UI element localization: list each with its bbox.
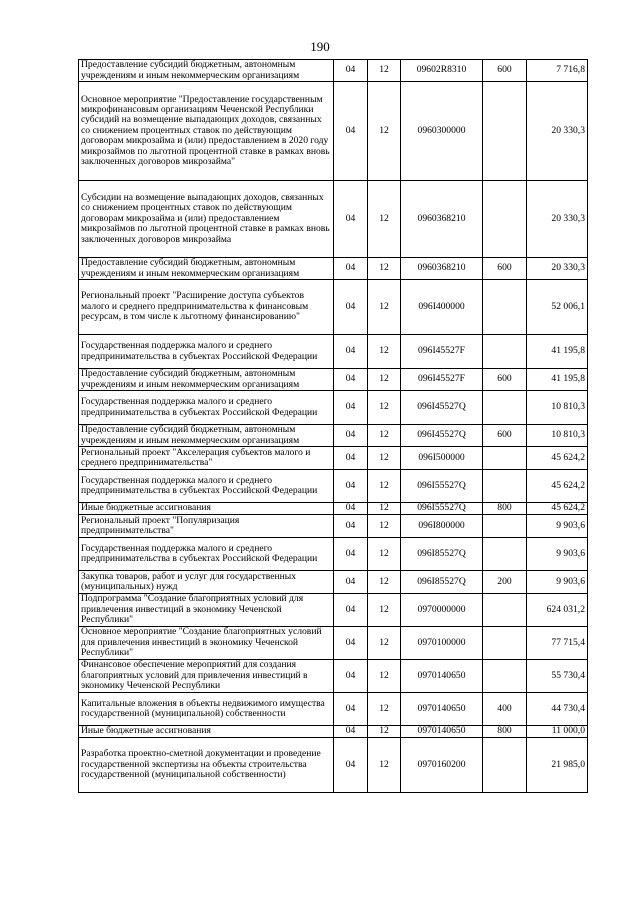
row-section: 04 [334, 726, 368, 738]
row-subsection: 12 [368, 693, 401, 726]
row-expense-type: 400 [483, 693, 527, 726]
row-amount: 41 195,8 [527, 369, 588, 391]
row-section: 04 [334, 82, 368, 181]
budget-table [78, 59, 588, 793]
row-section: 04 [334, 738, 368, 793]
row-target-article: 0970140650 [401, 660, 483, 693]
row-target-article: 09602R8310 [401, 60, 483, 82]
row-amount: 10 810,3 [527, 391, 588, 425]
row-target-article: 0970160200 [401, 738, 483, 793]
table-row [79, 660, 588, 693]
table-row [79, 369, 588, 391]
table-row [79, 515, 588, 538]
row-name: Иные бюджетные ассигнования [79, 726, 334, 738]
row-section: 04 [334, 571, 368, 594]
row-target-article: 096I55527Q [401, 503, 483, 515]
row-section: 04 [334, 425, 368, 447]
row-expense-type: 800 [483, 726, 527, 738]
row-target-article: 0960368210 [401, 181, 483, 258]
row-name: Региональный проект "Акселерация субъектов малого и среднего предпринимательства" [79, 447, 334, 470]
row-subsection: 12 [368, 258, 401, 280]
row-name: Субсидии на возмещение выпадающих доходов, связанных со снижением процентных ставок по действующим договорам микрозайма и (или) предоставлением микрозаймов по льготной процентной ставке в рамках вновь заключенных договоров микрозайма [79, 181, 334, 258]
row-expense-type [483, 447, 527, 470]
table-row [79, 258, 588, 280]
row-amount: 20 330,3 [527, 258, 588, 280]
row-subsection: 12 [368, 425, 401, 447]
table-row [79, 726, 588, 738]
row-expense-type: 800 [483, 503, 527, 515]
row-section: 04 [334, 594, 368, 627]
row-name: Государственная поддержка малого и среднего предпринимательства в субъектах Российской Федерации [79, 391, 334, 425]
row-subsection: 12 [368, 369, 401, 391]
row-amount: 20 330,3 [527, 82, 588, 181]
row-target-article: 0960300000 [401, 82, 483, 181]
row-target-article: 096I800000 [401, 515, 483, 538]
row-name: Государственная поддержка малого и среднего предпринимательства в субъектах Российской Федерации [79, 538, 334, 571]
row-name: Основное мероприятие "Предоставление государственным микрофинансовым организациям Чеченской Республики субсидий на возмещение выпадающих доходов, связанных со снижением процентных ставок по действующим договорам микрозайма и (или) предоставлением в 2020 году микрозаймов по льготной процентной ставке в рамках вновь заключенных договоров микрозайма" [79, 82, 334, 181]
row-section: 04 [334, 660, 368, 693]
row-subsection: 12 [368, 594, 401, 627]
row-subsection: 12 [368, 726, 401, 738]
row-section: 04 [334, 60, 368, 82]
row-target-article: 096I85527Q [401, 571, 483, 594]
row-name: Разработка проектно-сметной документации и проведение государственной экспертизы на объекты строительства государственной (муниципальной собственности) [79, 738, 334, 793]
row-subsection: 12 [368, 571, 401, 594]
row-section: 04 [334, 693, 368, 726]
table-row [79, 425, 588, 447]
row-amount: 55 730,4 [527, 660, 588, 693]
row-expense-type [483, 627, 527, 660]
row-amount: 52 006,1 [527, 280, 588, 335]
row-section: 04 [334, 515, 368, 538]
row-name: Основное мероприятие "Создание благоприятных условий для привлечения инвестиций в экономику Чеченской Республики" [79, 627, 334, 660]
row-target-article: 0970140650 [401, 693, 483, 726]
row-subsection: 12 [368, 660, 401, 693]
row-name: Капитальные вложения в объекты недвижимого имущества государственной (муниципальной) собственности [79, 693, 334, 726]
row-subsection: 12 [368, 515, 401, 538]
row-section: 04 [334, 335, 368, 369]
row-expense-type [483, 738, 527, 793]
table-row [79, 181, 588, 258]
row-target-article: 096I500000 [401, 447, 483, 470]
row-target-article: 096I45527Q [401, 425, 483, 447]
row-target-article: 096I85527Q [401, 538, 483, 571]
row-expense-type [483, 391, 527, 425]
row-expense-type [483, 594, 527, 627]
table-row [79, 280, 588, 335]
row-expense-type [483, 470, 527, 503]
row-name: Иные бюджетные ассигнования [79, 503, 334, 515]
row-expense-type: 600 [483, 258, 527, 280]
row-subsection: 12 [368, 181, 401, 258]
row-amount: 7 716,8 [527, 60, 588, 82]
table-row [79, 391, 588, 425]
row-section: 04 [334, 538, 368, 571]
row-target-article: 096I400000 [401, 280, 483, 335]
row-expense-type [483, 82, 527, 181]
row-subsection: 12 [368, 738, 401, 793]
row-amount: 45 624,2 [527, 447, 588, 470]
row-name: Предоставление субсидий бюджетным, автономным учреждениям и иным некоммерческим организациям [79, 425, 334, 447]
row-name: Предоставление субсидий бюджетным, автономным учреждениям и иным некоммерческим организациям [79, 60, 334, 82]
row-subsection: 12 [368, 82, 401, 181]
row-target-article: 096I45527F [401, 369, 483, 391]
row-subsection: 12 [368, 280, 401, 335]
row-amount: 9 903,6 [527, 538, 588, 571]
row-name: Государственная поддержка малого и среднего предпринимательства в субъектах Российской Федерации [79, 335, 334, 369]
row-subsection: 12 [368, 627, 401, 660]
row-section: 04 [334, 369, 368, 391]
row-amount: 45 624,2 [527, 470, 588, 503]
row-subsection: 12 [368, 391, 401, 425]
row-expense-type [483, 660, 527, 693]
row-name: Региональный проект "Расширение доступа субъектов малого и среднего предпринимательства к финансовым ресурсам, в том числе к льготному финансированию" [79, 280, 334, 335]
row-expense-type [483, 515, 527, 538]
table-row [79, 738, 588, 793]
row-subsection: 12 [368, 470, 401, 503]
page-number: 190 [310, 39, 330, 54]
row-target-article: 0970140650 [401, 726, 483, 738]
row-amount: 41 195,8 [527, 335, 588, 369]
row-target-article: 096I45527F [401, 335, 483, 369]
row-section: 04 [334, 280, 368, 335]
row-name: Закупка товаров, работ и услуг для государственных (муниципальных) нужд [79, 571, 334, 594]
row-expense-type: 600 [483, 369, 527, 391]
table-row [79, 571, 588, 594]
row-subsection: 12 [368, 335, 401, 369]
row-expense-type: 200 [483, 571, 527, 594]
row-section: 04 [334, 447, 368, 470]
row-subsection: 12 [368, 447, 401, 470]
budget-table-body [79, 60, 588, 793]
row-amount: 11 000,0 [527, 726, 588, 738]
table-row [79, 627, 588, 660]
row-target-article: 096I55527Q [401, 470, 483, 503]
row-subsection: 12 [368, 538, 401, 571]
table-row [79, 538, 588, 571]
table-row [79, 60, 588, 82]
table-row [79, 594, 588, 627]
table-row [79, 693, 588, 726]
row-expense-type [483, 538, 527, 571]
table-row [79, 335, 588, 369]
row-name: Региональный проект "Популяризация предпринимательства" [79, 515, 334, 538]
row-target-article: 096I45527Q [401, 391, 483, 425]
row-subsection: 12 [368, 503, 401, 515]
row-amount: 77 715,4 [527, 627, 588, 660]
row-amount: 44 730,4 [527, 693, 588, 726]
row-amount: 21 985,0 [527, 738, 588, 793]
row-target-article: 0970000000 [401, 594, 483, 627]
row-expense-type: 600 [483, 425, 527, 447]
row-amount: 20 330,3 [527, 181, 588, 258]
row-expense-type: 600 [483, 60, 527, 82]
row-section: 04 [334, 181, 368, 258]
row-target-article: 0960368210 [401, 258, 483, 280]
row-section: 04 [334, 391, 368, 425]
row-name: Предоставление субсидий бюджетным, автономным учреждениям и иным некоммерческим организациям [79, 258, 334, 280]
table-row [79, 447, 588, 470]
row-amount: 624 031,2 [527, 594, 588, 627]
table-row [79, 503, 588, 515]
row-name: Предоставление субсидий бюджетным, автономным учреждениям и иным некоммерческим организациям [79, 369, 334, 391]
row-target-article: 0970100000 [401, 627, 483, 660]
row-expense-type [483, 181, 527, 258]
row-subsection: 12 [368, 60, 401, 82]
row-section: 04 [334, 470, 368, 503]
row-section: 04 [334, 503, 368, 515]
row-name: Подпрограмма "Создание благоприятных условий для привлечения инвестиций в экономику Чеченской Республики" [79, 594, 334, 627]
row-expense-type [483, 335, 527, 369]
row-amount: 9 903,6 [527, 571, 588, 594]
row-name: Финансовое обеспечение мероприятий для создания благоприятных условий для привлечения инвестиций в экономику Чеченской Республики [79, 660, 334, 693]
row-amount: 45 624,2 [527, 503, 588, 515]
table-row [79, 82, 588, 181]
table-row [79, 470, 588, 503]
row-amount: 10 810,3 [527, 425, 588, 447]
row-amount: 9 903,6 [527, 515, 588, 538]
row-expense-type [483, 280, 527, 335]
row-section: 04 [334, 627, 368, 660]
row-name: Государственная поддержка малого и среднего предпринимательства в субъектах Российской Федерации [79, 470, 334, 503]
row-section: 04 [334, 258, 368, 280]
